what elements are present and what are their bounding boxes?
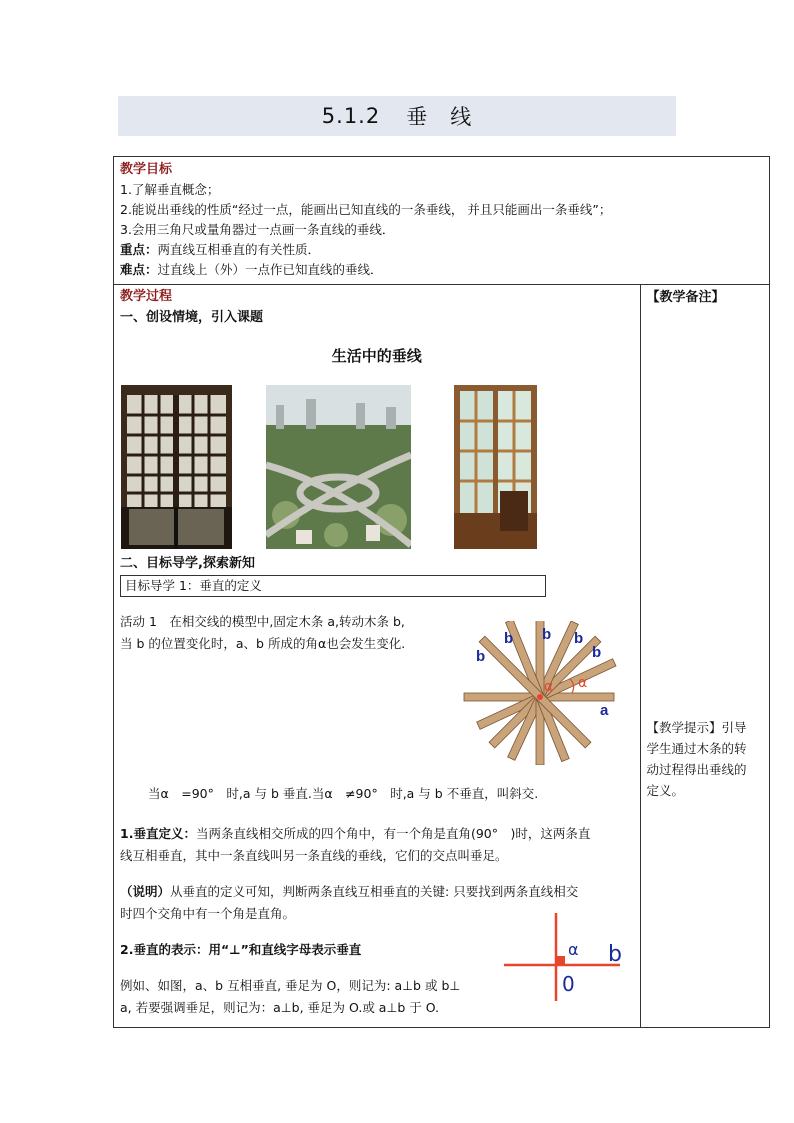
label-a: a [600, 702, 609, 719]
goal-box: 目标导学 1：垂直的定义 [120, 575, 546, 597]
label-b: b [608, 942, 622, 967]
representation-heading: 2.垂直的表示：用“⊥”和直线字母表示垂直 [120, 942, 362, 957]
overpass-photo [266, 385, 411, 549]
definition-line-2: 线互相垂直，其中一条直线叫另一条直线的垂线，它们的交点叫垂足。 [120, 848, 508, 863]
label-b: b [592, 644, 602, 661]
label-b: b [574, 630, 584, 647]
label-o: 0 [562, 972, 575, 996]
angle-line: 当α =90° 时,a 与 b 垂直.当α ≠90° 时,a 与 b 不垂直，叫斜交. [148, 786, 539, 801]
rotating-sticks-diagram [462, 621, 628, 765]
objective-item: 3.会用三角尺或量角器过一点画一条直线的垂线． [120, 222, 395, 237]
objective-item: 1.了解垂直概念； [120, 182, 220, 197]
note-line-2: 时四个交角中有一个角是直角。 [120, 906, 296, 921]
objectives-cell [114, 157, 770, 285]
window-photo [121, 385, 232, 549]
section-title: 垂 线 [406, 105, 473, 129]
label-b: b [476, 648, 486, 665]
process-heading: 教学过程 [120, 289, 173, 304]
objectives-heading: 教学目标 [120, 162, 173, 177]
notes-cell [640, 285, 770, 1028]
door-photo [454, 385, 537, 549]
note-line-1: （说明）从垂直的定义可知，判断两条直线互相垂直的关键: 只要找到两条直线相交 [120, 884, 579, 899]
activity-line-1: 活动 1 在相交线的模型中,固定木条 a,转动木条 b, [120, 614, 405, 629]
notes-heading: 【教学备注】 [646, 290, 725, 305]
objective-item: 2.能说出垂线的性质“经过一点，能画出已知直线的一条垂线， 并且只能画出一条垂线”； [120, 202, 612, 217]
key-point: 重点：两直线互相垂直的有关性质． [120, 242, 321, 257]
label-alpha: α [578, 675, 588, 691]
section-heading-2: 二、目标导学,探索新知 [120, 556, 255, 571]
label-alpha: α [568, 940, 579, 959]
photo-strip [120, 385, 634, 555]
teaching-tip: 【教学提示】引导 学生通过木条的转 动过程得出垂线的 定义。 [646, 720, 747, 798]
process-cell [114, 285, 641, 1028]
example-line-1: 例如、如图，a、b 互相垂直, 垂足为 O，则记为: a⊥b 或 b⊥ [120, 978, 461, 993]
difficult-point: 难点：过直线上（外）一点作已知直线的垂线． [120, 262, 383, 277]
lesson-table [113, 156, 770, 1028]
activity-line-2: 当 b 的位置变化时，a、b 所成的角α也会发生变化. [120, 636, 406, 651]
definition-line-1: 1.垂直定义：当两条直线相交所成的四个角中，有一个角是直角(90° )时，这两条直 [120, 826, 591, 841]
section-heading-1: 一、创设情境，引入课题 [120, 310, 264, 325]
perpendicular-diagram [500, 909, 636, 1001]
document-title [118, 96, 676, 136]
example-line-2: a, 若要强调垂足，则记为：a⊥b, 垂足为 O.或 a⊥b 于 O. [120, 1000, 440, 1015]
label-alpha: α [544, 679, 554, 695]
label-b: b [504, 630, 514, 647]
life-title: 生活中的垂线 [331, 347, 422, 365]
label-b: b [542, 626, 552, 643]
section-number: 5.1.2 [321, 104, 381, 128]
